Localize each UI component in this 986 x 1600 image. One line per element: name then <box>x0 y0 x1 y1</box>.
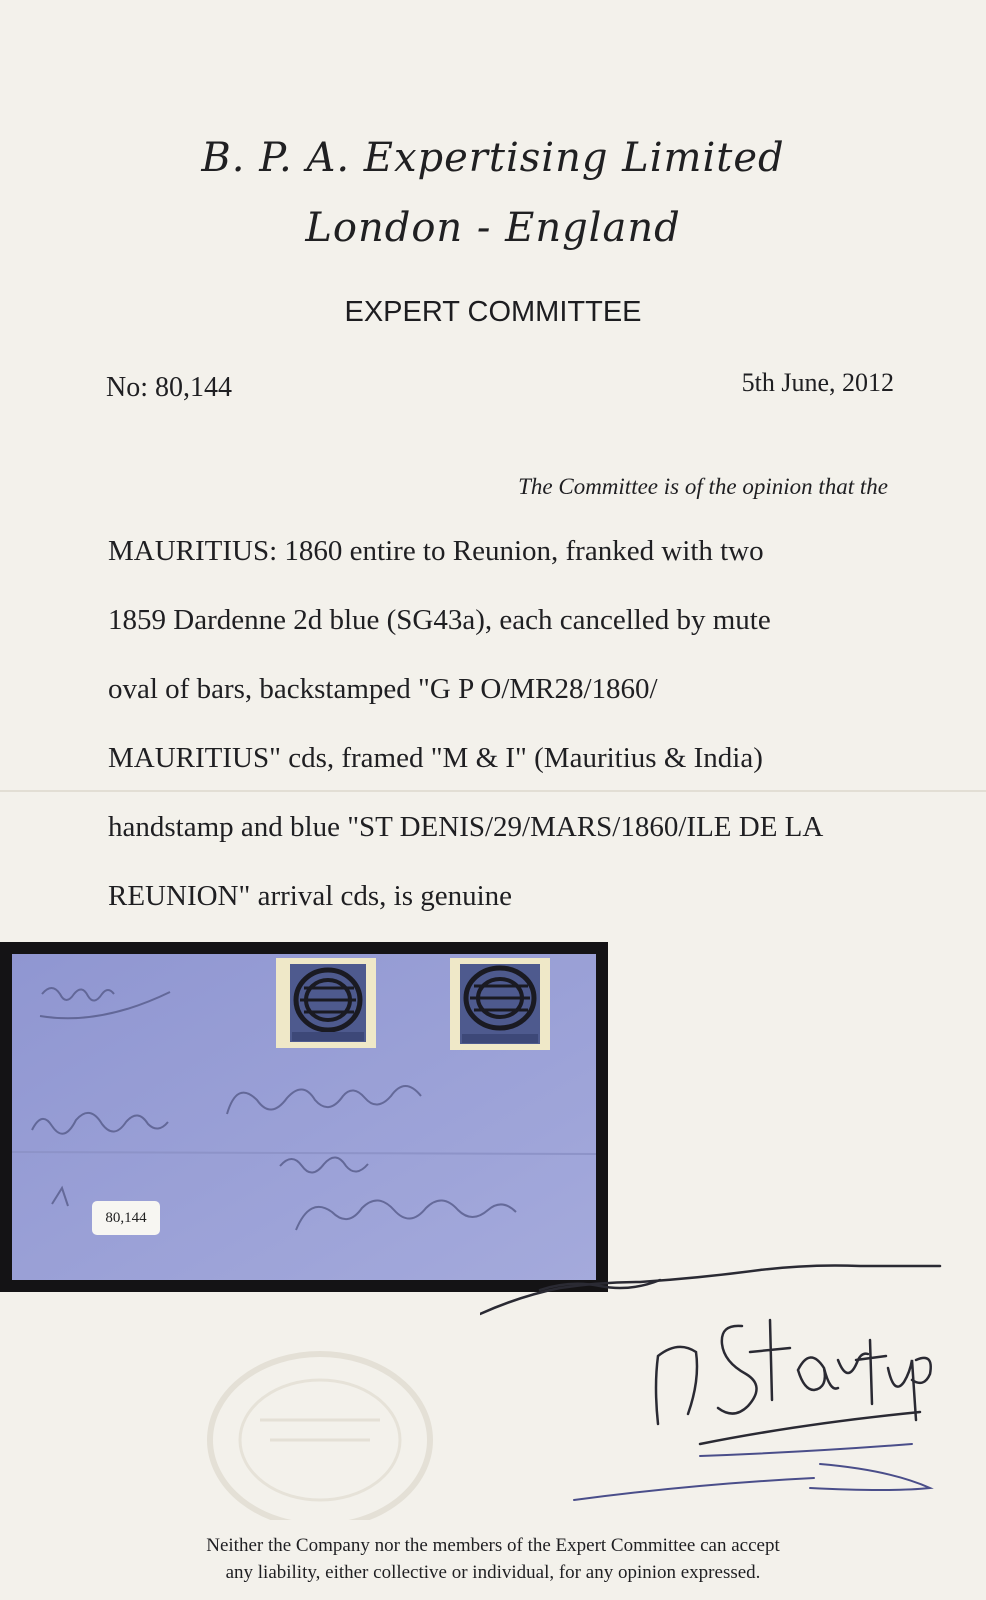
disclaimer <box>0 1532 986 1586</box>
stamp-left <box>276 958 376 1048</box>
cover-photo <box>0 942 608 1292</box>
committee-heading: EXPERT COMMITTEE <box>344 296 642 328</box>
body-line: oval of bars, backstamped "G P O/MR28/1860/ <box>108 673 658 705</box>
body-line: MAURITIUS" cds, framed "M & I" (Mauritius & India) <box>108 742 763 774</box>
disclaimer-line: any liability, either collective or individual, for any opinion expressed. <box>225 1562 761 1583</box>
signature <box>480 1260 970 1510</box>
embossed-seal <box>200 1340 440 1520</box>
stamp-right <box>450 958 550 1050</box>
body-line: handstamp and blue "ST DENIS/29/MARS/1860/ILE DE LA <box>108 811 824 843</box>
body-line: MAURITIUS: 1860 entire to Reunion, franked with two <box>108 535 764 567</box>
company-location: London - England <box>305 205 681 251</box>
paper-fold <box>0 790 986 792</box>
body-line: REUNION" arrival cds, is genuine <box>108 880 513 912</box>
opinion-intro: The Committee is of the opinion that the <box>518 474 888 499</box>
certificate-date: 5th June, 2012 <box>741 368 894 397</box>
disclaimer-line: Neither the Company nor the members of the Expert Committee can accept <box>206 1535 780 1556</box>
company-name: B. P. A. Expertising Limited <box>201 135 785 181</box>
body-line: 1859 Dardenne 2d blue (SG43a), each cancelled by mute <box>108 604 771 636</box>
certificate-number: No: 80,144 <box>106 372 232 403</box>
photo-label: 80,144 <box>92 1201 160 1235</box>
